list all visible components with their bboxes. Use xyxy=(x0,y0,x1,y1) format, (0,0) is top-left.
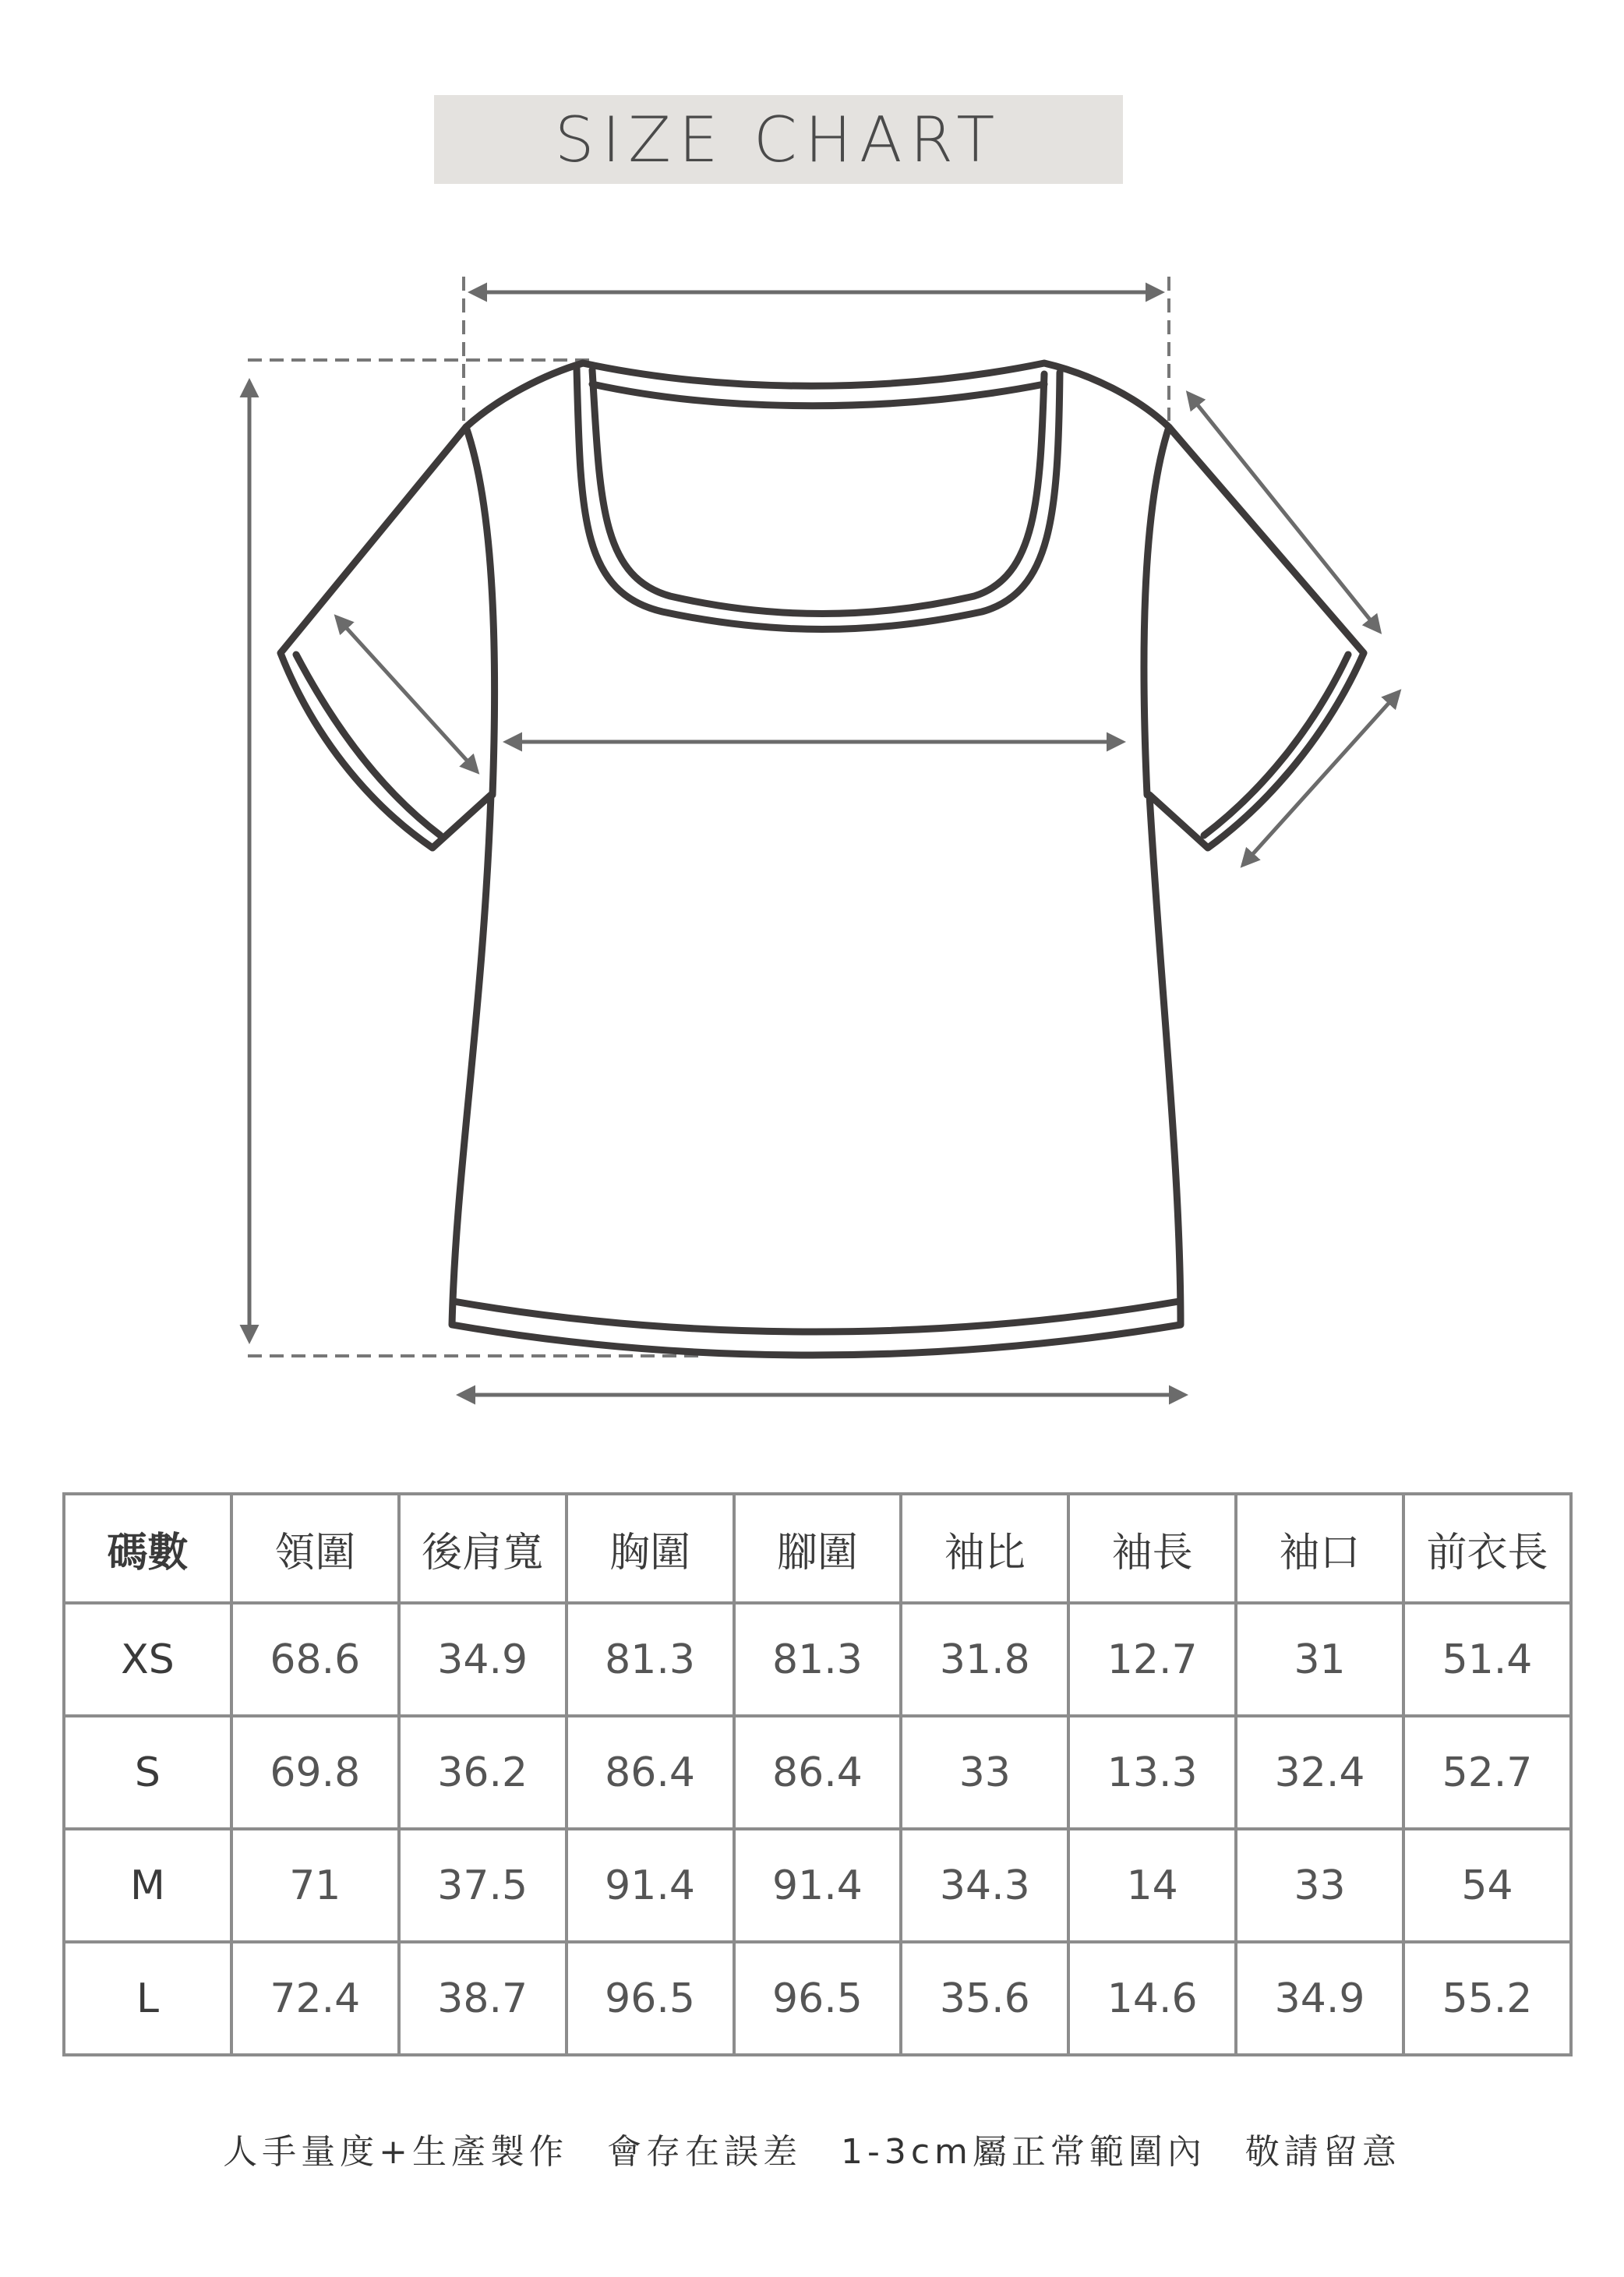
cell: 86.4 xyxy=(734,1716,902,1829)
cell: 71 xyxy=(231,1829,399,1942)
cell: 72.4 xyxy=(231,1942,399,2055)
cell: 68.6 xyxy=(231,1603,399,1716)
guide-lines xyxy=(248,277,1169,1356)
cell: 35.6 xyxy=(901,1942,1068,2055)
cell: 31 xyxy=(1236,1603,1403,1716)
cell-size: S xyxy=(64,1716,231,1829)
table-row xyxy=(64,1829,1571,1942)
cell: 33 xyxy=(901,1716,1068,1829)
cell: 91.4 xyxy=(567,1829,734,1942)
tshirt-outline xyxy=(281,363,1364,1355)
header-front-length: 前衣長 xyxy=(1403,1494,1571,1603)
header-sleeve-width: 袖比 xyxy=(901,1494,1068,1603)
header-cuff: 袖口 xyxy=(1236,1494,1403,1603)
cell: 12.7 xyxy=(1068,1603,1236,1716)
cell: 31.8 xyxy=(901,1603,1068,1716)
shirt-body xyxy=(281,363,1364,1355)
cell: 69.8 xyxy=(231,1716,399,1829)
header-sleeve-length: 袖長 xyxy=(1068,1494,1236,1603)
cell: 32.4 xyxy=(1236,1716,1403,1829)
table-row xyxy=(64,1942,1571,2055)
measurement-note: 人手量度+生產製作 會存在誤差 1-3cm屬正常範圍內 敬請留意 xyxy=(223,2132,1401,2172)
cell-size: M xyxy=(64,1829,231,1942)
header-hem: 腳圍 xyxy=(734,1494,902,1603)
cell: 34.3 xyxy=(901,1829,1068,1942)
cell: 14.6 xyxy=(1068,1942,1236,2055)
right-sleeve-hem xyxy=(1204,655,1348,835)
sleeve-length-arrow xyxy=(1188,394,1379,631)
cell-size: XS xyxy=(64,1603,231,1716)
cell: 96.5 xyxy=(567,1942,734,2055)
cell: 91.4 xyxy=(734,1829,902,1942)
cell: 51.4 xyxy=(1403,1603,1571,1716)
cell: 34.9 xyxy=(399,1603,567,1716)
cell: 37.5 xyxy=(399,1829,567,1942)
cell: 54 xyxy=(1403,1829,1571,1942)
cell: 38.7 xyxy=(399,1942,567,2055)
cell: 96.5 xyxy=(734,1942,902,2055)
left-sleeve-hem xyxy=(296,655,440,835)
cell: 36.2 xyxy=(399,1716,567,1829)
table-row xyxy=(64,1603,1571,1716)
cell: 13.3 xyxy=(1068,1716,1236,1829)
page-title: SIZE CHART xyxy=(554,103,1003,176)
bottom-hem xyxy=(454,1301,1179,1332)
table-header-row xyxy=(64,1494,1571,1603)
cell-size: L xyxy=(64,1942,231,2055)
header-size: 碼數 xyxy=(64,1494,231,1603)
cell: 81.3 xyxy=(734,1603,902,1716)
size-table xyxy=(62,1492,1573,2056)
cell: 33 xyxy=(1236,1829,1403,1942)
cell: 34.9 xyxy=(1236,1942,1403,2055)
header-shoulder: 後肩寬 xyxy=(399,1494,567,1603)
table-row xyxy=(64,1716,1571,1829)
cell: 55.2 xyxy=(1403,1942,1571,2055)
header-chest: 胸圍 xyxy=(567,1494,734,1603)
cell: 81.3 xyxy=(567,1603,734,1716)
cell: 52.7 xyxy=(1403,1716,1571,1829)
left-side-seam xyxy=(466,427,495,795)
cell: 86.4 xyxy=(567,1716,734,1829)
right-side-seam xyxy=(1144,427,1169,795)
cell: 14 xyxy=(1068,1829,1236,1942)
header-neck: 領圍 xyxy=(231,1494,399,1603)
